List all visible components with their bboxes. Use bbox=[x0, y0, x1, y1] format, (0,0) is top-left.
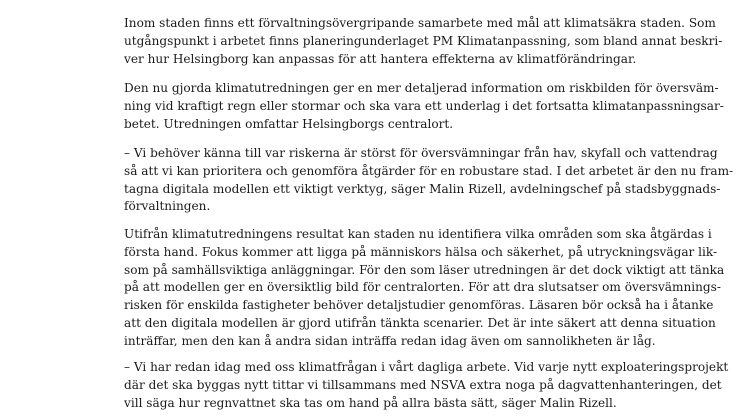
paragraph-line: förvaltningen. bbox=[124, 199, 211, 214]
paragraph-line: – Vi har redan idag med oss klimatfrågan i vårt dagliga arbete. Vid varje nytt exploateringsprojekt bbox=[124, 360, 729, 374]
paragraph-line: Inom staden finns ett förvaltningsövergripande samarbete med mål att klimatsäkra staden. Som bbox=[124, 16, 716, 30]
paragraph-line: ver hur Helsingborg kan anpassas för att hantera effekterna av klimatförändringar. bbox=[124, 51, 637, 66]
paragraph-line: utgångspunkt i arbetet finns planeringunderlaget PM Klimatanpassning, som bland annat beskri- bbox=[124, 33, 723, 48]
paragraph-line: tagna digitala modellen ett viktigt verktyg, säger Malin Rizell, avdelningschef på stadsbyggnads- bbox=[124, 181, 721, 196]
paragraph-line: där det ska byggas nytt tittar vi tillsammans med NSVA extra noga på dagvattenhanteringen, det bbox=[124, 377, 722, 392]
paragraph-line: att den digitala modellen är gjord utifrån tänkta scenarier. Det är inte säkert att denna situation bbox=[124, 315, 716, 330]
paragraph-4 bbox=[124, 226, 725, 351]
paragraph-line: på att modellen ger en översiktlig bild för centralorten. För att dra slutsatser om översvämnings- bbox=[124, 280, 721, 295]
paragraph-1 bbox=[124, 15, 723, 68]
paragraph-line: ning vid kraftigt regn eller stormar och ska vara ett underlag i det fortsatta klimatanpassningsar- bbox=[124, 98, 724, 113]
paragraph-line: betet. Utredningen omfattar Helsingborgs centralort. bbox=[124, 116, 454, 131]
paragraph-line: vill säga hur regnvattnet ska tas om hand på allra bästa sätt, säger Malin Rizell. bbox=[124, 395, 617, 410]
paragraph-line: som på samhällsviktiga anläggningar. För den som läser utredningen är det dock viktigt att tänka bbox=[124, 262, 725, 277]
paragraph-line: så att vi kan prioritera och genomföra åtgärder för en robustare stad. I det arbetet är den nu fram- bbox=[124, 163, 734, 178]
paragraph-line: – Vi behöver känna till var riskerna är störst för översvämningar från hav, skyfall och vattendrag bbox=[124, 146, 718, 160]
paragraph-3 bbox=[124, 145, 734, 216]
paragraph-line: första hand. Fokus kommer att ligga på människors hälsa och säkerhet, på utryckningsvägar lik- bbox=[124, 244, 718, 259]
paragraph-line: inträffar, men den kan å andra sidan inträffa redan idag även om sannolikheten är låg. bbox=[124, 333, 656, 348]
paragraph-line: Den nu gjorda klimatutredningen ger en mer detaljerad information om riskbilden för översväm- bbox=[124, 81, 719, 95]
paragraph-5 bbox=[124, 359, 729, 412]
paragraph-line: risken för enskilda fastigheter behöver detaljstudier genomföras. Läsaren bör också ha i åtanke bbox=[124, 298, 714, 313]
paragraph-line: Utifrån klimatutredningens resultat kan staden nu identifiera vilka områden som ska åtgärdas i bbox=[124, 227, 712, 241]
paragraph-2 bbox=[124, 80, 724, 133]
